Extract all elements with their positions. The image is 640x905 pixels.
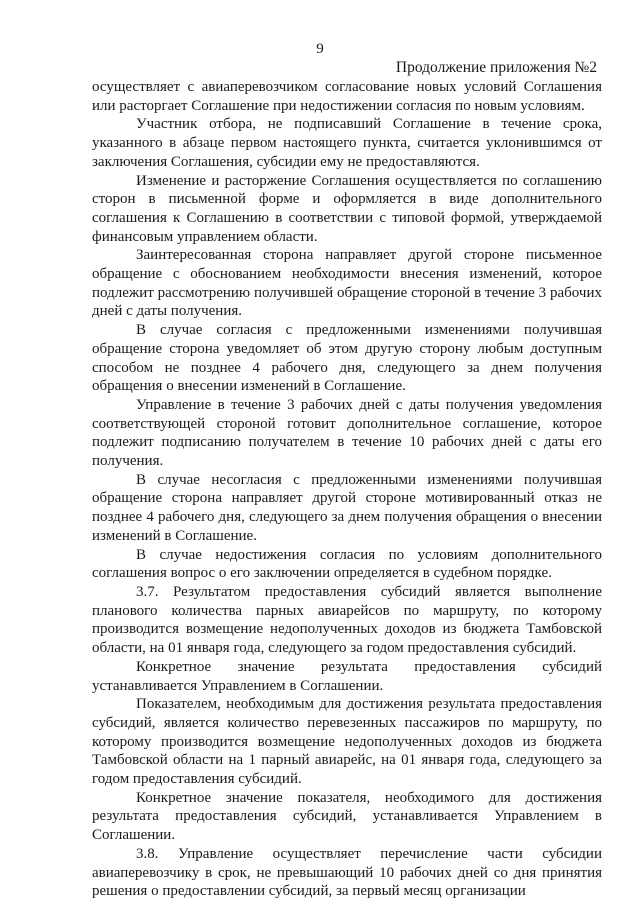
paragraph: Заинтересованная сторона направляет другой стороне письменное обращение с обоснованием необходимости внесения изменений, которое подлежит рассмотрению получившей обращение стороной в течение 3 рабочих дней с даты получения. xyxy=(92,247,602,320)
paragraph: Участник отбора, не подписавший Соглашение в течение срока, указанного в абзаце первом настоящего пункта, считается уклонившимся от заключения Соглашения, субсидии ему не предоставляются. xyxy=(92,116,602,170)
paragraph: В случае несогласия с предложенными изменениями получившая обращение сторона направляет другой стороне мотивированный отказ не позднее 4 рабочего дня, следующего за днем получения обращения о внесении изменений в Соглашение. xyxy=(92,471,602,544)
paragraph: Изменение и расторжение Соглашения осуществляется по соглашению сторон в письменной форме и оформляется в виде дополнительного соглашения к Соглашению в соответствии с типовой формой, утверждаемой финансовым управлением области. xyxy=(92,172,602,245)
paragraph: Управление в течение 3 рабочих дней с даты получения уведомления соответствующей стороной готовит дополнительное соглашение, которое подлежит подписанию получателем в течение 10 рабочих дней с даты его получения. xyxy=(92,396,602,470)
paragraph: Показателем, необходимым для достижения результата предоставления субсидий, является количество перевезенных пассажиров по маршруту, по которому производится возмещение недополученных доходов из бюджета Тамбовской области на 1 парный авиарейс, на 01 января года, следующего за годом предоставления субсидий. xyxy=(92,696,602,788)
paragraph: В случае недостижения согласия по условиям дополнительного соглашения вопрос о его заключении определяется в судебном порядке. xyxy=(92,546,602,582)
paragraph: 3.8. Управление осуществляет перечисление части субсидии авиаперевозчику в срок, не превышающий 10 рабочих дней со дня принятия решения о предоставлении субсидий, за первый месяц организации xyxy=(92,845,602,900)
paragraph: Конкретное значение результата предоставления субсидий устанавливается Управлением в Соглашении. xyxy=(92,658,602,694)
paragraph: Конкретное значение показателя, необходимого для достижения результата предоставления субсидий, устанавливается Управлением в Соглашении. xyxy=(92,789,602,844)
appendix-continuation-note: Продолжение приложения №2 xyxy=(395,59,597,76)
paragraph: 3.7. Результатом предоставления субсидий является выполнение планового количества парных авиарейсов по маршруту, по которому производится возмещение недополученных доходов из бюджета Тамбовской области, на 01 января года, следующего за годом предоставления субсидий. xyxy=(92,583,602,657)
paragraph: В случае согласия с предложенными изменениями получившая обращение сторона уведомляет об этом другую сторону любым доступным способом не позднее 4 рабочего дня, следующего за днем получения обращения о внесении изменений в Соглашение. xyxy=(92,322,602,395)
body-text xyxy=(92,78,602,901)
page-number: 9 xyxy=(316,41,324,57)
paragraph: осуществляет с авиаперевозчиком согласование новых условий Соглашения или расторгает Соглашение при недостижении согласия по новым условиям. xyxy=(92,79,602,114)
